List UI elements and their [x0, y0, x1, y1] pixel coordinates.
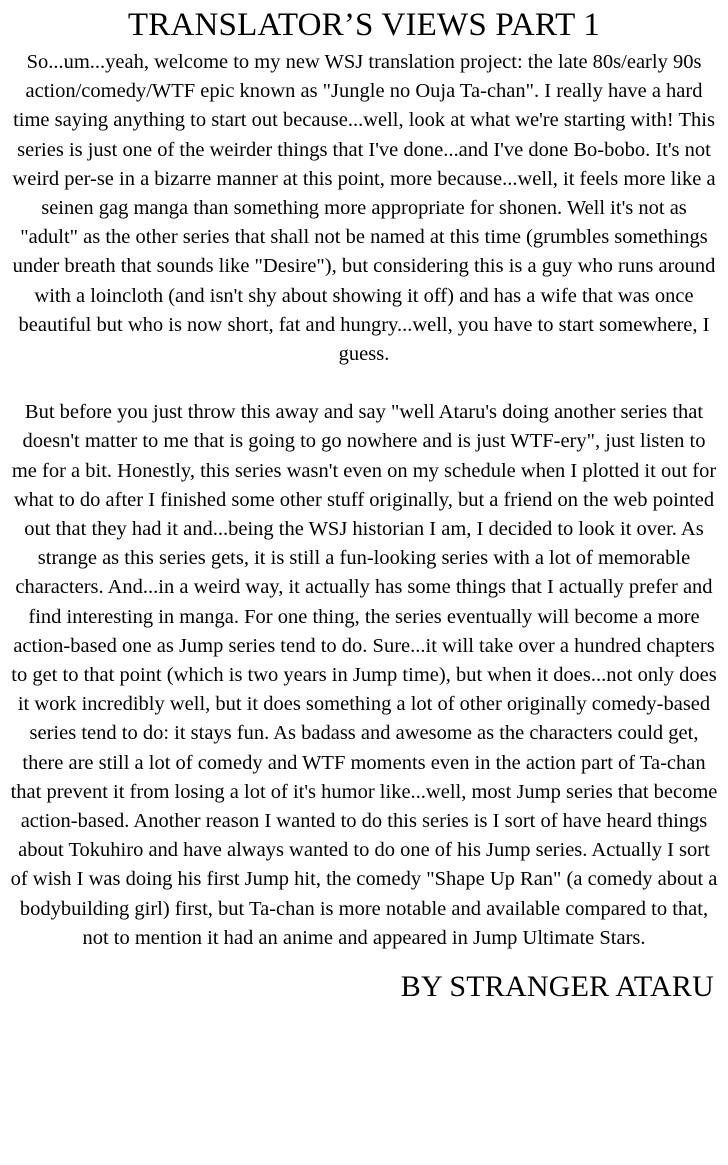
paragraph-1: So...um...yeah, welcome to my new WSJ translation project: the late 80s/early 90s action/comedy/WTF epic known as "Jungle no Ouja Ta-chan". I really have a hard time saying anything to start out because...well, look at what we're starting with! This series is just one of the weirder things that I've done...and I've done Bo-bobo. It's not weird per-se in a bizarre manner at this point, more because...well, it feels more like a seinen gag manga than something more appropriate for shonen. Well it's not as "adult" as the other series that shall not be named at this time (grumbles somethings under breath that sounds like "Desire"), but considering this is a guy who runs around with a loincloth (and isn't shy about showing it off) and has a wife that was once beautiful but who is now short, fat and hungry...well, you have to start somewhere, I guess.: [12, 51, 716, 366]
page-title: TRANSLATOR’S VIEWS PART 1: [127, 7, 601, 43]
paragraph-spacer: [8, 369, 720, 398]
byline: BY STRANGER ATARU: [400, 970, 714, 1004]
paragraph-2: But before you just throw this away and say "well Ataru's doing another series that doesn't matter to me that is going to go nowhere and is just WTF-ery", just listen to me for a bit. Honestly, this series wasn't even on my schedule when I plotted it out for what to do after I finished some other stuff originally, but a friend on the web pointed out that they had it and...being the WSJ historian I am, I decided to look it over. As strange as this series gets, it is still a fun-looking series with a lot of memorable characters. And...in a weird way, it actually has some things that I actually prefer and find interesting in manga. For one thing, the series eventually will become a more action-based one as Jump series tend to do. Sure...it will take over a hundred chapters to get to that point (which is two years in Jump time), but when it does...not only does it work incredibly well, but it does something a lot of other originally comedy-based series tend to do: it stays fun. As badass and awesome as the characters could get, there are still a lot of comedy and WTF moments even in the action part of Ta-chan that prevent it from losing a lot of it's humor like...well, most Jump series that become action-based. Another reason I wanted to do this series is I sort of have heard things about Tokuhiro and have always wanted to do one of his Jump series. Actually I sort of wish I was doing his first Jump hit, the comedy "Shape Up Ran" (a comedy about a bodybuilding girl) first, but Ta-chan is more notable and available compared to that, not to mention it had an anime and appeared in Jump Ultimate Stars.: [10, 401, 718, 949]
